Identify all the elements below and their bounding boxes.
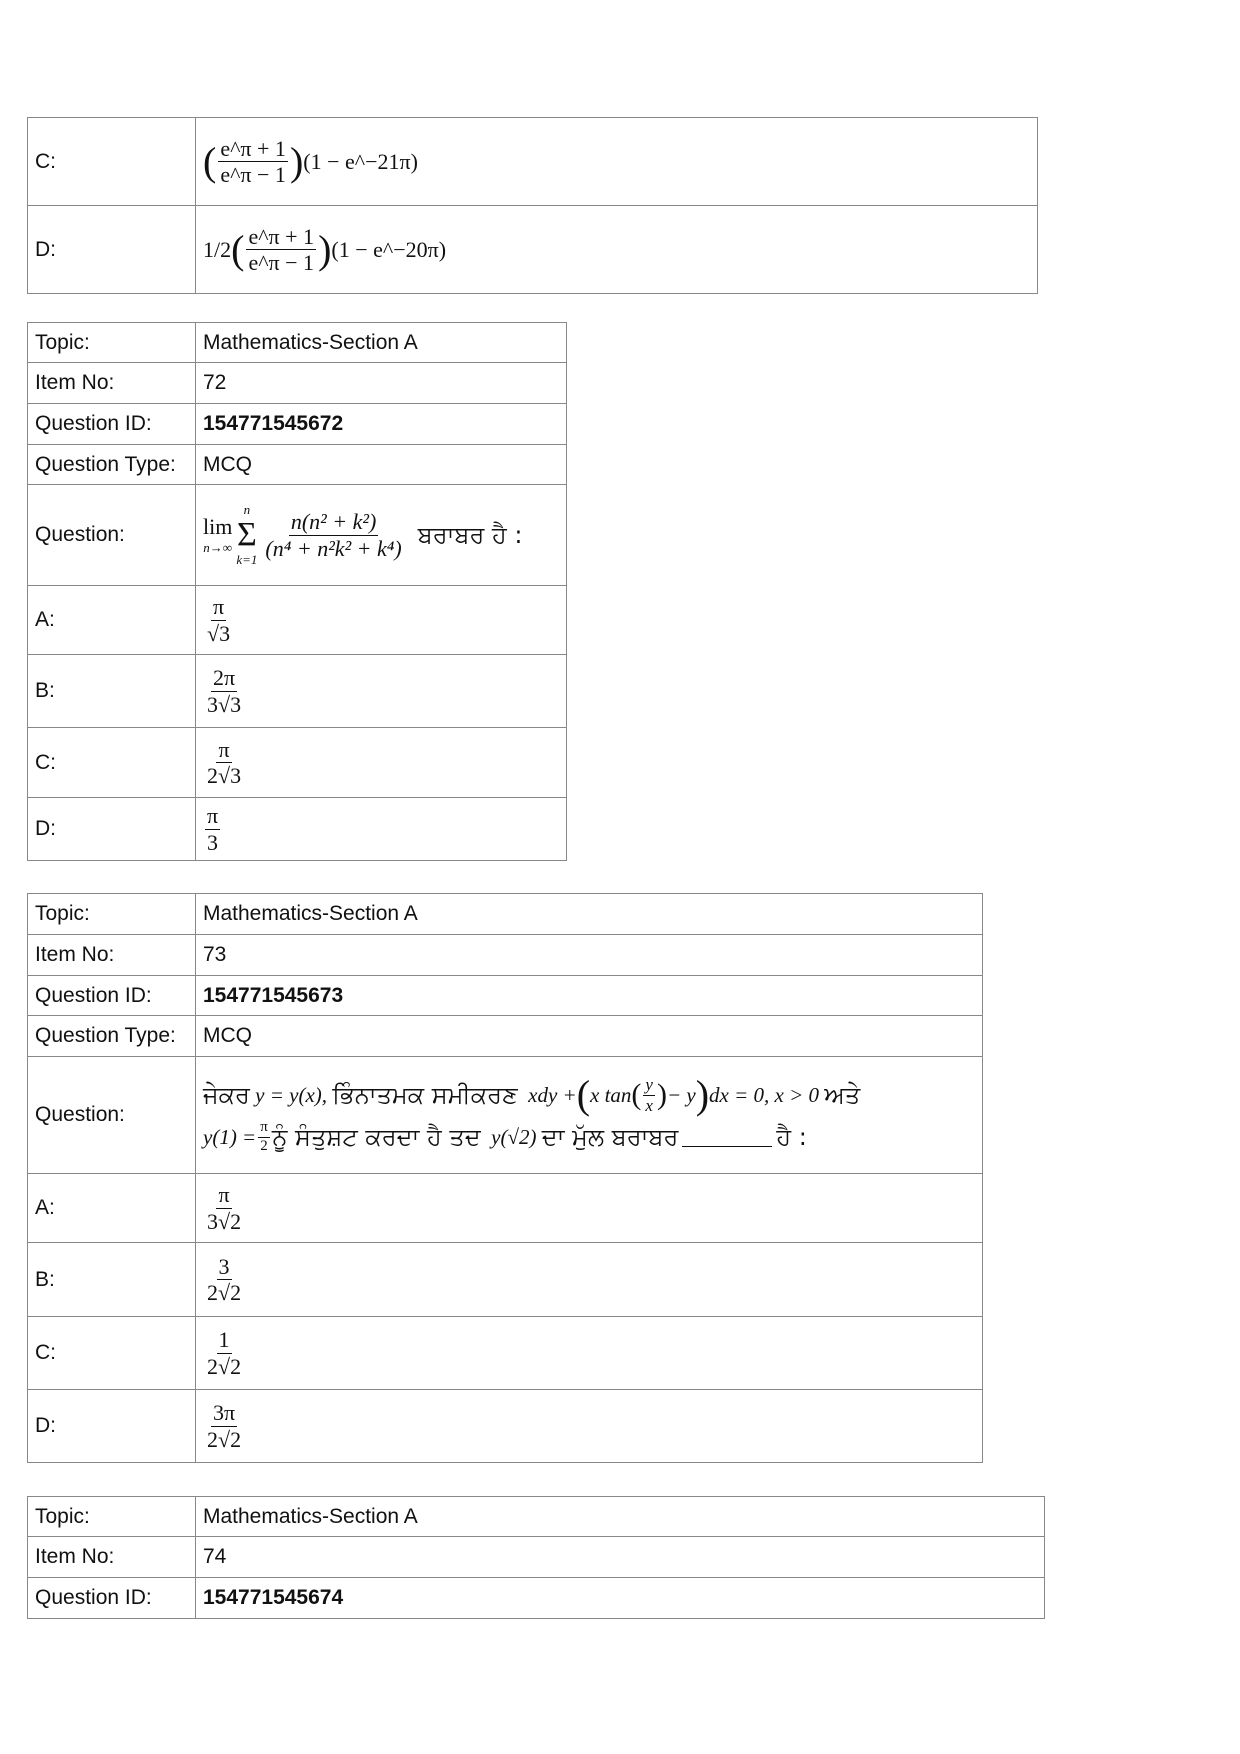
sum-lower: k=1 bbox=[236, 552, 258, 567]
question-word: ਭਿੰਨਾਤਮਕ ਸਮੀਕਰਣ bbox=[332, 1081, 518, 1110]
question-id-label: Question ID: bbox=[28, 1578, 196, 1619]
question-73-table bbox=[27, 893, 983, 1463]
fraction-denominator: 2√2 bbox=[207, 1353, 242, 1379]
option-label: C: bbox=[28, 1317, 196, 1390]
fraction-denominator: x bbox=[645, 1095, 653, 1115]
question-id-row bbox=[28, 404, 567, 445]
sigma-icon: Σ bbox=[236, 516, 257, 553]
option-label: D: bbox=[28, 206, 196, 294]
question-type-label: Question Type: bbox=[28, 445, 196, 485]
option-row bbox=[28, 798, 567, 861]
item-value: 74 bbox=[196, 1537, 1045, 1578]
topic-row bbox=[28, 323, 567, 363]
option-value bbox=[196, 1317, 983, 1390]
option-row bbox=[28, 1243, 983, 1317]
question-id-row bbox=[28, 976, 983, 1016]
option-row bbox=[28, 586, 567, 655]
expression-tail: (1 − e^−20π) bbox=[331, 236, 447, 262]
question-row bbox=[28, 485, 567, 586]
question-math: dx = 0, x > 0 bbox=[709, 1082, 820, 1107]
item-value: 73 bbox=[196, 935, 983, 976]
question-word: ਨੂੰ ਸੰਤੁਸ਼ਟ ਕਰਦਾ ਹੈ ਤਦ bbox=[271, 1123, 481, 1152]
question-label: Question: bbox=[28, 485, 196, 586]
question-id-value: 154771545673 bbox=[196, 976, 983, 1016]
answer-blank bbox=[682, 1128, 772, 1147]
question-word: ਹੈ : bbox=[776, 1123, 807, 1152]
question-type-value: MCQ bbox=[196, 445, 567, 485]
option-label: B: bbox=[28, 655, 196, 728]
option-label: C: bbox=[28, 118, 196, 206]
question-id-row bbox=[28, 1578, 1045, 1619]
item-label: Item No: bbox=[28, 935, 196, 976]
item-label: Item No: bbox=[28, 1537, 196, 1578]
topic-row bbox=[28, 1497, 1045, 1537]
item-row bbox=[28, 935, 983, 976]
fraction-denominator: e^π − 1 bbox=[220, 162, 286, 187]
option-value bbox=[196, 655, 567, 728]
question-type-value: MCQ bbox=[196, 1016, 983, 1057]
topic-value: Mathematics-Section A bbox=[196, 1497, 1045, 1537]
option-label: D: bbox=[28, 798, 196, 861]
option-expression: 1/2 ( $\frac{e\^{}\pi + 1}{e\^{}\pi - 1}$ ) (1 − e^−20π) bbox=[203, 223, 447, 275]
fraction-numerator: 3π bbox=[212, 1400, 236, 1426]
limit-symbol: lim bbox=[203, 514, 233, 539]
topic-value: Mathematics-Section A bbox=[196, 894, 983, 935]
fraction-denominator: 2√2 bbox=[207, 1280, 242, 1305]
option-row bbox=[28, 206, 1038, 294]
question-72-table bbox=[27, 322, 567, 861]
fraction-denominator: 3√2 bbox=[207, 1208, 242, 1234]
question-math: y(1) = bbox=[203, 1124, 257, 1149]
question-math: y(√2) bbox=[491, 1124, 537, 1149]
fraction-denominator: (n⁴ + n²k² + k⁴) bbox=[265, 535, 402, 561]
option-expression: ( $\frac{e\^{}\pi + 1}{e\^{}\pi - 1}$ ) (1 − e^−21π) bbox=[203, 135, 418, 187]
option-row bbox=[28, 1174, 983, 1243]
fraction-denominator: 3√3 bbox=[207, 691, 242, 717]
option-row bbox=[28, 655, 567, 728]
option-label: D: bbox=[28, 1390, 196, 1463]
option-value bbox=[196, 206, 1038, 294]
topic-row bbox=[28, 894, 983, 935]
fraction-denominator: 2 bbox=[260, 1137, 268, 1154]
question-type-row bbox=[28, 445, 567, 485]
item-row bbox=[28, 1537, 1045, 1578]
question-type-label: Question Type: bbox=[28, 1016, 196, 1057]
option-label: A: bbox=[28, 1174, 196, 1243]
option-label: C: bbox=[28, 728, 196, 798]
topic-label: Topic: bbox=[28, 1497, 196, 1537]
option-value bbox=[196, 798, 567, 861]
fraction-numerator: π bbox=[212, 594, 225, 620]
option-value bbox=[196, 728, 567, 798]
option-row bbox=[28, 728, 567, 798]
fraction-numerator: π bbox=[258, 1119, 270, 1137]
fraction-numerator: e^π + 1 bbox=[248, 223, 315, 249]
expression-coefficient: 1/2 bbox=[203, 236, 232, 262]
question-suffix: ਬਰਾਬਰ ਹੈ : bbox=[417, 521, 523, 549]
question-line-2 bbox=[203, 1119, 807, 1155]
question-math: − y bbox=[666, 1082, 696, 1107]
option-label: A: bbox=[28, 586, 196, 655]
option-row bbox=[28, 118, 1038, 206]
question-id-label: Question ID: bbox=[28, 976, 196, 1016]
question-math: xdy + bbox=[528, 1082, 577, 1107]
fraction-numerator: e^π + 1 bbox=[220, 135, 286, 161]
limit-subscript: n→∞ bbox=[203, 540, 233, 555]
fraction-numerator: π bbox=[207, 803, 219, 829]
option-value bbox=[196, 1174, 983, 1243]
fraction-numerator: π bbox=[218, 1182, 230, 1208]
item-row bbox=[28, 363, 567, 404]
question-type-row bbox=[28, 1016, 983, 1057]
fraction-numerator: 2π bbox=[212, 665, 236, 691]
fraction-numerator: n(n² + k²) bbox=[290, 509, 377, 535]
option-value bbox=[196, 586, 567, 655]
question-text bbox=[196, 485, 567, 586]
question-74-table bbox=[27, 1496, 1045, 1619]
option-value bbox=[196, 1243, 983, 1317]
fraction-denominator: 2√2 bbox=[207, 1426, 242, 1452]
question-line-1: ਜੇਕਰ y = y(x), ਭਿੰਨਾਤਮਕ ਸਮੀਕਰਣ xdy + ( x tan ( $\frac{y}{x}$ ) − y ) dx = 0, x > 0 ਅਤੇ bbox=[203, 1072, 861, 1118]
question-word: ਜੇਕਰ bbox=[203, 1081, 250, 1110]
option-row bbox=[28, 1390, 983, 1463]
fraction-denominator: 3 bbox=[207, 829, 219, 855]
question-id-value: 154771545674 bbox=[196, 1578, 1045, 1619]
question-math: y = y(x), bbox=[255, 1082, 328, 1107]
fraction-numerator: π bbox=[218, 736, 230, 762]
topic-label: Topic: bbox=[28, 323, 196, 363]
item-label: Item No: bbox=[28, 363, 196, 404]
item-value: 72 bbox=[196, 363, 567, 404]
question-word: ਅਤੇ bbox=[824, 1081, 861, 1110]
topic-value: Mathematics-Section A bbox=[196, 323, 567, 363]
question-label: Question: bbox=[28, 1057, 196, 1174]
expression-tail: (1 − e^−21π) bbox=[303, 148, 418, 174]
option-value bbox=[196, 118, 1038, 206]
option-value bbox=[196, 1390, 983, 1463]
fraction-numerator: 3 bbox=[218, 1253, 230, 1279]
question-word: ਦਾ ਮੁੱਲ ਬਰਾਬਰ bbox=[541, 1123, 679, 1152]
fraction-denominator: √3 bbox=[207, 620, 231, 646]
question-expression bbox=[203, 502, 522, 568]
question-id-label: Question ID: bbox=[28, 404, 196, 445]
prev-question-table bbox=[27, 117, 1038, 294]
question-math: x tan bbox=[590, 1082, 632, 1107]
question-text bbox=[196, 1057, 983, 1174]
fraction-denominator: e^π − 1 bbox=[248, 250, 315, 275]
question-id-value: 154771545672 bbox=[196, 404, 567, 445]
fraction-numerator: 1 bbox=[218, 1327, 230, 1353]
fraction-numerator: y bbox=[645, 1075, 653, 1095]
sum-upper: n bbox=[243, 502, 251, 517]
option-row bbox=[28, 1317, 983, 1390]
topic-label: Topic: bbox=[28, 894, 196, 935]
question-row bbox=[28, 1057, 983, 1174]
fraction-denominator: 2√3 bbox=[207, 763, 242, 788]
option-label: B: bbox=[28, 1243, 196, 1317]
